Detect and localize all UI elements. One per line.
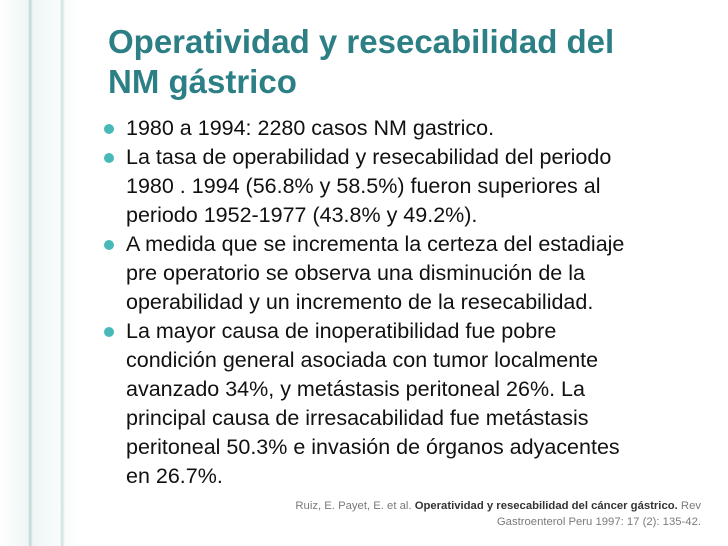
slide-title-line-2: NM gástrico	[108, 63, 297, 100]
bullet-icon	[104, 327, 114, 337]
bullet-icon	[104, 124, 114, 134]
citation-journal-rest: Gastroenterol Peru 1997: 17 (2): 135-42.	[496, 516, 701, 528]
bullet-item-1	[104, 114, 714, 143]
bullet-icon	[104, 240, 114, 250]
bullet-line: operabilidad y un incremento de la resecabilidad.	[126, 290, 594, 314]
decorative-side-bar	[0, 0, 82, 546]
bullet-item-4	[104, 317, 714, 491]
bullet-line: A medida que se incrementa la certeza del estadiaje	[126, 232, 625, 256]
bullet-list	[104, 114, 714, 491]
slide-title-line-1: Operatividad y resecabilidad del	[108, 23, 615, 60]
bullet-icon	[104, 153, 114, 163]
bullet-line: en 26.7%.	[126, 464, 223, 488]
citation-journal-start: Rev	[680, 500, 701, 512]
bullet-line: condición general asociada con tumor localmente	[126, 348, 599, 372]
bullet-line: 1980 . 1994 (56.8% y 58.5%) fueron superiores al	[126, 174, 601, 198]
bullet-line: avanzado 34%, y metástasis peritoneal 26%. La	[126, 377, 585, 401]
bullet-line: La mayor causa de inoperatibilidad fue pobre	[126, 319, 557, 343]
bullet-text: 1980 a 1994: 2280 casos NM gastrico.	[126, 116, 495, 140]
bullet-line: periodo 1952-1977 (43.8% y 49.2%).	[126, 203, 478, 227]
citation	[262, 498, 701, 530]
bullet-line: peritoneal 50.3% e invasión de órganos adyacentes	[126, 435, 620, 459]
citation-article-title: Operatividad y resecabilidad del cáncer gástrico.	[414, 500, 678, 512]
slide-title	[108, 22, 708, 102]
bullet-item-3	[104, 230, 714, 317]
bullet-item-2	[104, 143, 714, 230]
citation-authors: Ruiz, E. Payet, E. et al.	[295, 500, 412, 512]
bullet-line: pre operatorio se observa una disminución de la	[126, 261, 585, 285]
bullet-line: La tasa de operabilidad y resecabilidad del periodo	[126, 145, 612, 169]
bullet-line: principal causa de irresacabilidad fue metástasis	[126, 406, 589, 430]
